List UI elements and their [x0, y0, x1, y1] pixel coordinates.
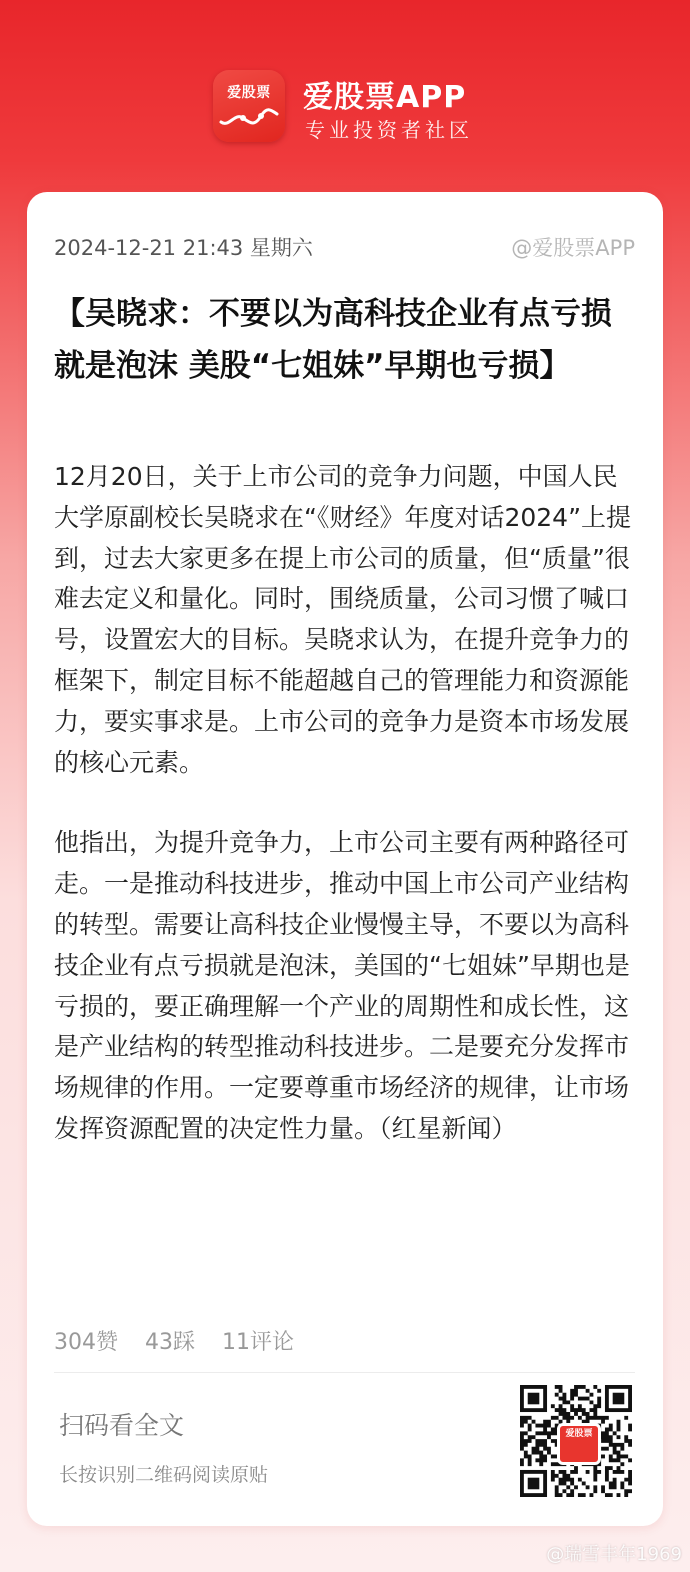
scan-subtitle: 长按识别二维码阅读原贴 — [59, 1464, 269, 1486]
brand-header — [213, 70, 513, 142]
qr-code[interactable] — [520, 1385, 632, 1497]
app-logo-icon — [213, 70, 285, 142]
dislikes-count[interactable]: 43踩 — [145, 1330, 195, 1355]
post-source[interactable]: @爱股票APP — [511, 236, 635, 260]
post-card — [27, 192, 663, 1526]
likes-count[interactable]: 304赞 — [54, 1330, 118, 1355]
post-stats — [54, 1325, 314, 1356]
app-logo-text: 爱股票 — [227, 85, 271, 101]
post-paragraph: 12月20日，关于上市公司的竞争力问题，中国人民大学原副校长吴晓求在“《财经》年度对话2024”上提到，过去大家更多在提上市公司的质量，但“质量”很难去定义和量化。同时，围绕质量，公司习惯了喊口号，设置宏大的目标。吴晓求认为，在提升竞争力的框架下，制定目标不能超越自己的管理能力和资源能力，要实事求是。上市公司的竞争力是资本市场发展的核心元素。 — [54, 462, 632, 777]
qr-logo-text: 爱股票 — [565, 1429, 593, 1439]
divider — [54, 1372, 635, 1373]
scan-title: 扫码看全文 — [59, 1411, 185, 1440]
post-body — [54, 457, 640, 1150]
trend-line-icon — [219, 104, 279, 130]
post-paragraph: 他指出，为提升竞争力，上市公司主要有两种路径可走。一是推动科技进步，推动中国上市公司产业结构的转型。需要让高科技企业慢慢主导，不要以为高科技企业有点亏损就是泡沫，美国的“七姐妹”早期也是亏损的，要正确理解一个产业的周期性和成长性，这是产业结构的转型推动科技进步。二是要充分发挥市场规律的作用。一定要尊重市场经济的规律，让市场发挥资源配置的决定性力量。（红星新闻） — [54, 828, 630, 1143]
post-datetime: 2024-12-21 21:43 星期六 — [54, 236, 313, 260]
comments-count[interactable]: 11评论 — [222, 1330, 294, 1355]
post-title: 【吴晓求：不要以为高科技企业有点亏损就是泡沫 美股“七姐妹”早期也亏损】 — [54, 296, 612, 384]
app-slogan: 专业投资者社区 — [305, 118, 473, 142]
app-name: 爱股票APP — [303, 80, 467, 115]
watermark: @瑞雪丰年1969 — [546, 1544, 682, 1565]
qr-logo — [557, 1423, 601, 1465]
